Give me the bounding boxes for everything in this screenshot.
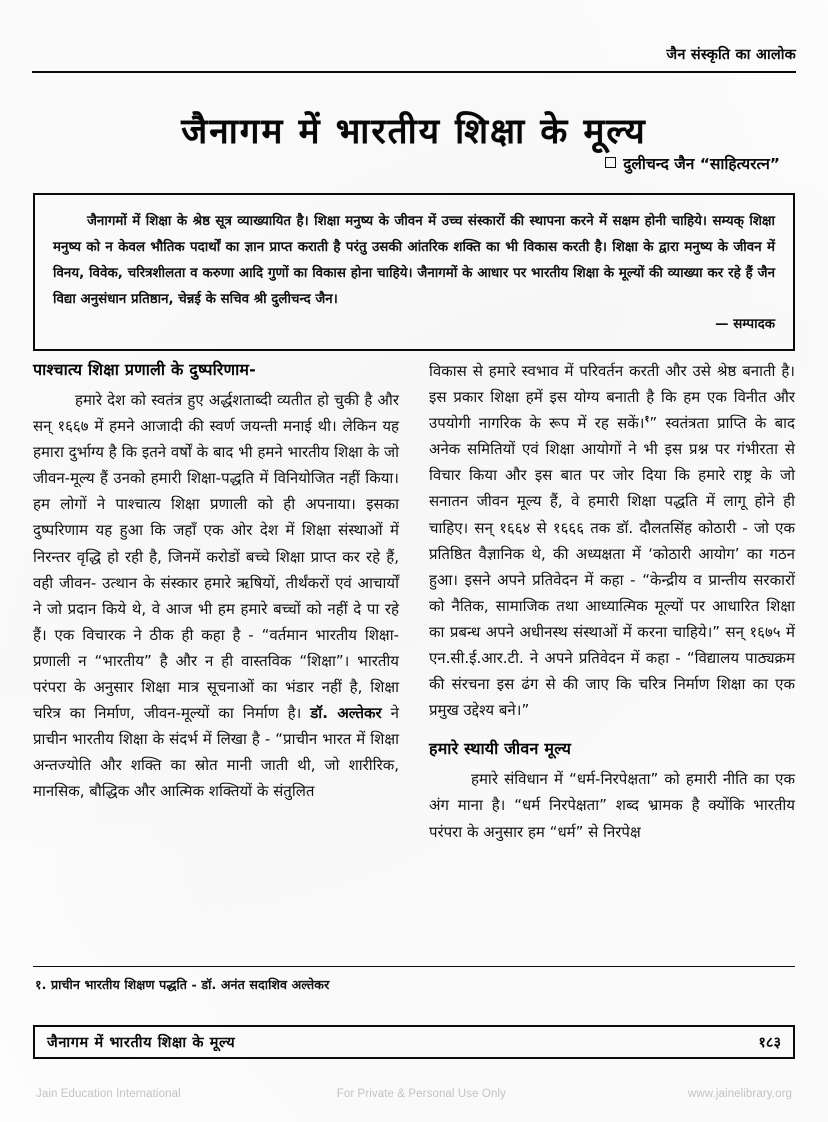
running-head: जैन संस्कृति का आलोक	[666, 47, 796, 63]
square-bullet-icon	[605, 157, 616, 168]
abstract-box	[33, 193, 795, 351]
footnote-divider-rule	[33, 966, 795, 967]
watermark-left: Jain Education International	[36, 1088, 181, 1100]
left-para-part-a: हमारे देश को स्वतंत्र हुए अर्द्धशताब्दी व्यतीत हो चुकी है और सन् १६६७ में हमने आजादी की स्वर्ण जयन्ती मनाई थी। लेकिन यह हमारा दुर्भाग्य है कि इतने वर्षों के बाद भी हमने भारतीय शिक्षा के जो जीवन-मूल्य हैं उनको हमारी शिक्षा-पद्धति में विनियोजित नहीं किया। हम लोगों ने पाश्चात्य शिक्षा प्रणाली को ही अपनाया। इसका दुष्परिणाम यह हुआ कि जहाँ एक ओर देश में शिक्षा संस्थाओं में निरन्तर वृद्धि हो रही है, जिनमें करोडों बच्चे शिक्षा प्राप्त कर रहे हैं, वही जीवन- उत्थान के संस्कार हमारे ऋषियों, तीर्थंकरों एवं आचार्यों ने जो प्रदान किये थे, वे आज भी हम हमारे बच्चों को नहीं दे पा रहे हैं। एक विचारक ने ठीक ही कहा है - “वर्तमान भारतीय शिक्षा-प्रणाली न “भारतीय” है और न ही वास्तविक “शिक्षा”। भारतीय परंपरा के अनुसार शिक्षा मात्र सूचनाओं का भंडार नहीं है, शिक्षा चरित्र का निर्माण, जीवन-मूल्यों का निर्माण है।	[33, 391, 399, 723]
left-para-part-b: ने प्राचीन भारतीय शिक्षा के संदर्भ में लिखा है - “प्राचीन भारत में शिक्षा अन्तज्योति और शक्ति का स्रोत मानी जाती थी, जो शारीरिक, मानसिक, बौद्धिक और आत्मिक शक्तियों के संतुलित	[33, 704, 399, 801]
right-para-part-b: ” स्वतंत्रता प्राप्ति के बाद अनेक समितियों एवं शिक्षा आयोगों ने भी इस प्रश्न पर गंभीरता से विचार किया और इस बात पर जोर दिया कि हमारे राष्ट्र के जो सनातन जीवन मूल्य हैं, वे हमारी शिक्षा पद्धति में लागू होने ही चाहिए। सन् १६६४ से १६६६ तक डॉ. दौलतसिंह कोठारी - जो एक प्रतिष्ठित वैज्ञानिक थे, की अध्यक्षता में ‘कोठारी आयोग’ का गठन हुआ। इसने अपने प्रतिवेदन में कहा - “केन्द्रीय व प्रान्तीय सरकारों को नैतिक, सामाजिक तथा आध्यात्मिक मूल्यों पर आधारित शिक्षा का प्रबन्ध अपने अधीनस्थ संस्थाओं में करना चाहिये।” सन् १६७५ में एन.सी.ई.आर.टी. ने अपने प्रतिवेदन में कहा - “विद्यालय पाठ्यक्रम की संरचना इस ढंग से की जाए कि चरित्र निर्माण शिक्षा का एक प्रमुख उद्देश्य बने।”	[429, 414, 795, 720]
watermark-right: www.jainelibrary.org	[687, 1088, 792, 1100]
footer-article-title: जैनागम में भारतीय शिक्षा के मूल्य	[47, 1035, 236, 1051]
scan-watermark	[36, 1088, 792, 1100]
right-column-paragraph	[429, 358, 795, 723]
abstract-text: जैनागमों में शिक्षा के श्रेष्ठ सूत्र व्याख्यायित है। शिक्षा मनुष्य के जीवन में उच्च संस्कारों की स्थापना करने में सक्षम होनी चाहिये। सम्यक् शिक्षा मनुष्य को न केवल भौतिक पदार्थों का ज्ञान प्राप्त कराती है परंतु उसकी आंतरिक शक्ति का भी विकास करती है। शिक्षा के द्वारा मनुष्य के जीवन में विनय, विवेक, चरित्रशीलता व करुणा आदि गुणों का विकास होना चाहिये। जैनागमों के आधार पर भारतीय शिक्षा के मूल्यों की व्याख्या कर रहे हैं जैन विद्या अनुसंधान प्रतिष्ठान, चेन्नई के सचिव श्री दुलीचन्द जैन।	[53, 214, 775, 308]
author-name: दुलीचन्द जैन “साहित्यरत्न”	[623, 155, 780, 173]
header-divider-rule	[32, 71, 796, 73]
footnote-marker: १	[644, 414, 650, 426]
right-para-part-a: विकास से हमारे स्वभाव में परिवर्तन करती और उसे श्रेष्ठ बनाती है। इस प्रकार शिक्षा हमें इस योग्य बनाती है कि हम एक विनीत और उपयोगी नागरिक के रूप में रह सकें।	[429, 362, 795, 433]
left-para-bold-author: डॉ. अल्तेकर	[310, 704, 382, 723]
right-column	[429, 358, 795, 966]
author-byline	[32, 152, 780, 174]
section-heading-permanent-values: हमारे स्थायी जीवन मूल्य	[429, 739, 572, 759]
left-column	[33, 358, 399, 966]
two-column-body	[33, 358, 795, 966]
page-title: जैनागम में भारतीय शिक्षा के मूल्य	[181, 112, 647, 153]
watermark-center: For Private & Personal Use Only	[336, 1088, 506, 1100]
footnote-text: १. प्राचीन भारतीय शिक्षण पद्धति - डॉ. अनंत सदाशिव अल्तेकर	[35, 977, 330, 992]
abstract-signature: — सम्पादक	[715, 316, 775, 332]
section-heading-western-education: पाश्चात्य शिक्षा प्रणाली के दुष्परिणाम-	[33, 360, 257, 379]
right-column-paragraph-2: हमारे संविधान में “धर्म-निरपेक्षता” को हमारी नीति का एक अंग माना है। “धर्म निरपेक्षता” शब्द भ्रामक है क्योंकि भारतीय परंपरा के अनुसार हम “धर्म” से निरपेक्ष	[429, 770, 795, 841]
left-column-paragraph	[33, 387, 399, 805]
footer-page-number: १८३	[758, 1035, 781, 1051]
footer-bar	[33, 1025, 795, 1059]
